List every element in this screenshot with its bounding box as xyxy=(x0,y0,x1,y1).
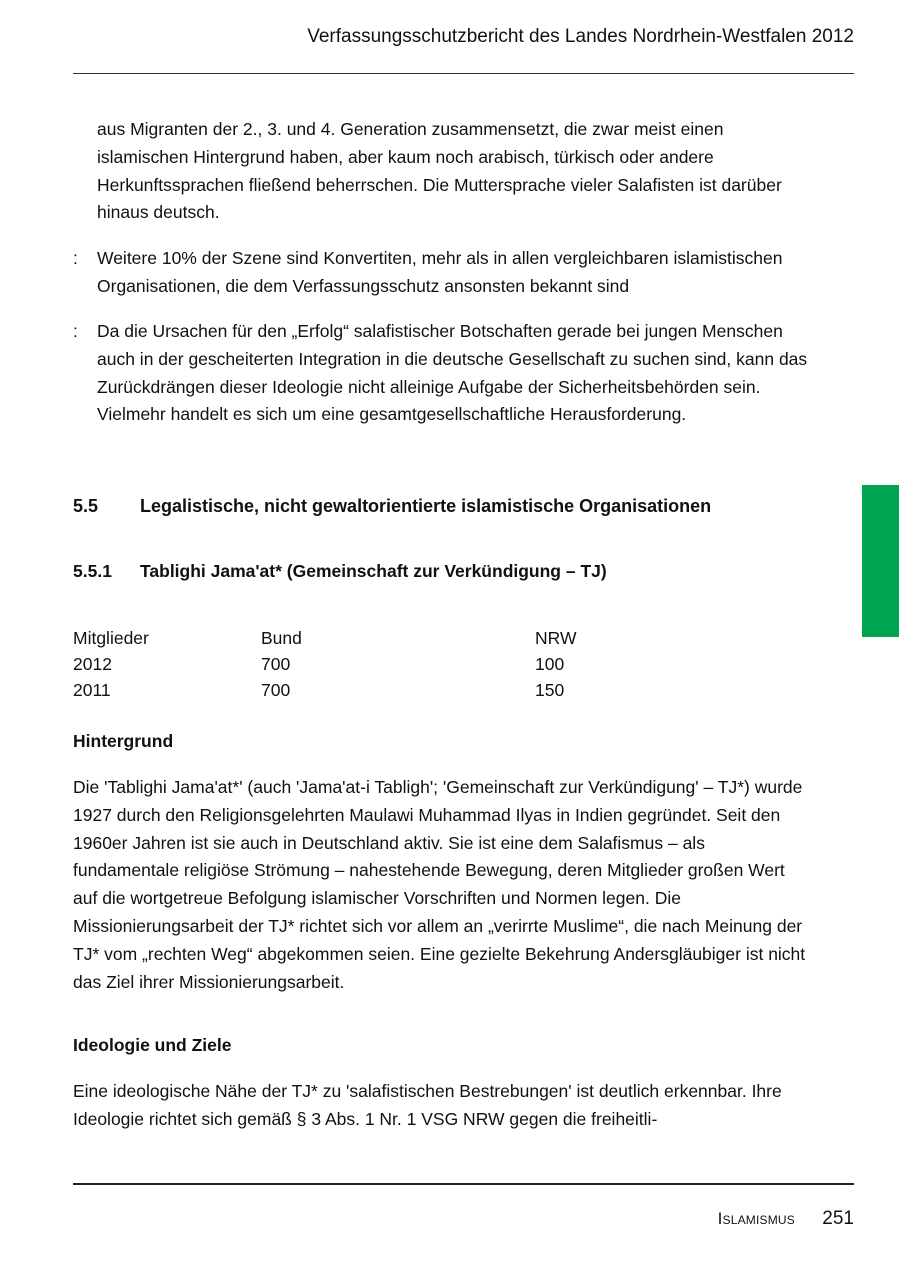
bullet-marker: : xyxy=(73,248,78,268)
table-cell: 150 xyxy=(535,680,565,700)
table-row xyxy=(73,677,576,703)
ideology-paragraph: Eine ideologische Nähe der TJ* zu 'salafistischen Bestrebungen' ist deutlich erkennbar. Ihre Ideologie richtet sich gemäß § 3 Abs. 1 Nr. 1 VSG NRW gegen die freiheitli- xyxy=(73,1081,782,1129)
subsection-number: 5.5.1 xyxy=(73,561,112,581)
table-cell: 700 xyxy=(261,654,291,674)
bullet-marker: : xyxy=(73,321,78,341)
ideology-heading: Ideologie und Ziele xyxy=(73,1035,232,1055)
footer-section-name: Islamismus xyxy=(717,1209,795,1228)
table-row xyxy=(73,651,576,677)
table-header-cell: NRW xyxy=(535,628,577,648)
table-cell: 2011 xyxy=(73,680,111,700)
intro-continuation-paragraph: aus Migranten der 2., 3. und 4. Generation zusammensetzt, die zwar meist einen islamischen Hintergrund haben, aber kaum noch arabisch, türkisch oder andere Herkunftssprachen fließend beherrschen. Die Muttersprache vieler Salafisten ist darüber hinaus deutsch. xyxy=(97,119,782,223)
table-cell: 2012 xyxy=(73,654,112,674)
table-header-row xyxy=(73,625,576,651)
table-header-cell: Mitglieder xyxy=(73,628,149,648)
document-title: Verfassungsschutzbericht des Landes Nordrhein-Westfalen 2012 xyxy=(307,26,854,47)
background-heading: Hintergrund xyxy=(73,731,174,751)
bullet-text: Weitere 10% der Szene sind Konvertiten, mehr als in allen vergleichbaren islamistischen Organisationen, die dem Verfassungsschutz ansonsten bekannt sind xyxy=(97,248,783,296)
subsection-title: Tablighi Jama'at* (Gemeinschaft zur Verkündigung – TJ) xyxy=(140,561,607,581)
background-paragraph: Die 'Tablighi Jama'at*' (auch 'Jama'at-i Tabligh'; 'Gemeinschaft zur Verkündigung' – TJ*) wurde 1927 durch den Religionsgelehrten Maulawi Muhammad Ilyas in Indien gegründet. Seit den 1960er Jahren ist sie auch in Deutschland aktiv. Sie ist eine dem Salafismus – als fundamentale religiöse Strömung – nahestehende Bewegung, deren Mitglieder großen Wert auf die wortgetreue Befolgung islamischer Vorschriften und Normen legen. Die Missionierungsarbeit der TJ* richtet sich vor allem an „verirrte Muslime“, die nach Meinung der TJ* vom „rechten Weg“ abgekommen seien. Eine gezielte Bekehrung Andersgläubiger ist nicht das Ziel ihrer Missionierungsarbeit. xyxy=(73,777,806,992)
table-cell: 100 xyxy=(535,654,565,674)
section-heading xyxy=(73,496,711,517)
footer-divider xyxy=(73,1183,854,1185)
subsection-heading xyxy=(73,561,607,582)
chapter-tab-marker xyxy=(862,485,899,637)
table-header-cell: Bund xyxy=(261,628,302,648)
section-number: 5.5 xyxy=(73,496,99,516)
section-title: Legalistische, nicht gewaltorientierte islamistische Organisationen xyxy=(140,496,712,516)
header-divider xyxy=(73,73,854,74)
page-number: 251 xyxy=(822,1208,854,1229)
members-table xyxy=(73,625,576,703)
table-cell: 700 xyxy=(261,680,291,700)
bullet-text: Da die Ursachen für den „Erfolg“ salafistischer Botschaften gerade bei jungen Menschen auch in der gescheiterten Integration in die deutsche Gesellschaft zu suchen sind, kann das Zurückdrängen dieser Ideologie nicht alleinige Aufgabe der Sicherheitsbehörden sein. Vielmehr handelt es sich um eine gesamtgesellschaftliche Herausforderung. xyxy=(97,321,808,425)
